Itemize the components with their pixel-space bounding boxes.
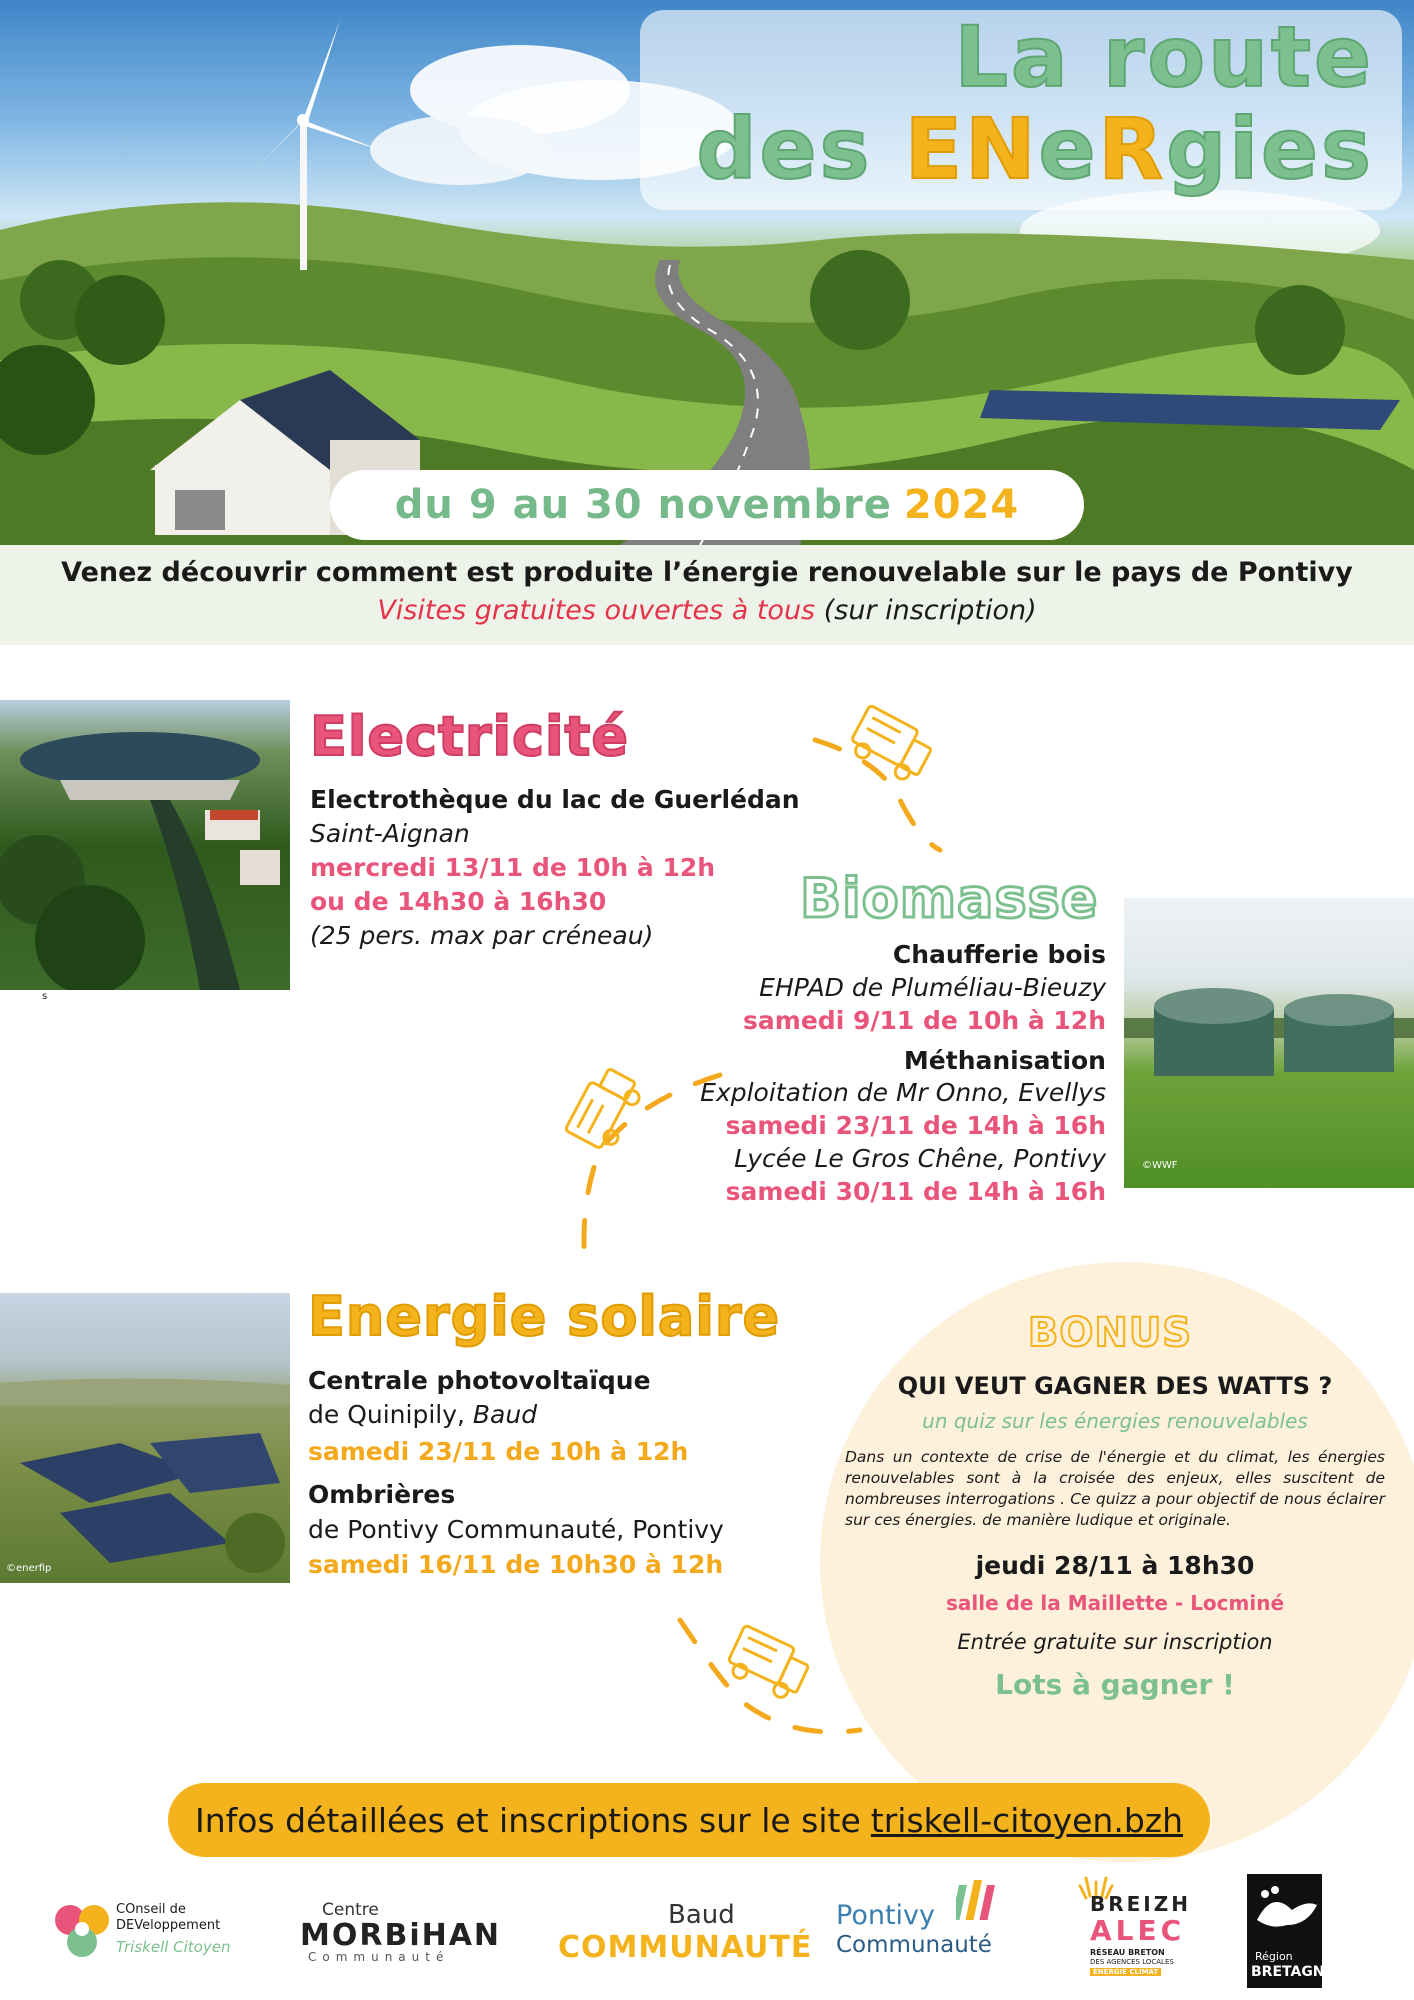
morbihan-line2: MORBiHAN bbox=[300, 1918, 502, 1953]
biomasse-place3: Lycée Le Gros Chêne, Pontivy bbox=[734, 1144, 1106, 1173]
quiz-place: salle de la Maillette - Locminé bbox=[945, 1591, 1285, 1615]
electricite-slot1: mercredi 13/11 de 10h à 12h bbox=[310, 853, 716, 882]
bonus-label: BONUS bbox=[1027, 1310, 1193, 1356]
heading-electricite: Electricité bbox=[310, 705, 629, 768]
date-year: 2024 bbox=[903, 482, 1020, 528]
baud-line2: COMMUNAUTÉ bbox=[558, 1930, 813, 1965]
info-text: Infos détaillées et inscriptions sur le site bbox=[194, 1800, 861, 1840]
alec-line5: ÉNERGIE CLIMAT bbox=[1090, 1968, 1161, 1976]
info-bar bbox=[168, 1783, 1210, 1857]
intro-headline: Venez découvrir comment est produite l’énergie renouvelable sur le pays de Pontivy bbox=[61, 557, 1353, 588]
biomasse-photo-credit: ©WWF bbox=[1142, 1160, 1178, 1171]
quiz-prizes: Lots à gagner ! bbox=[995, 1668, 1235, 1701]
codev-line2: DEVeloppement bbox=[116, 1918, 221, 1933]
solaire-site2: Ombrières bbox=[308, 1480, 456, 1509]
alec-line4: DES AGENCES LOCALES bbox=[1090, 1958, 1174, 1966]
solaire-site1: Centrale photovoltaïque bbox=[308, 1366, 651, 1395]
alec-line2: ALEC bbox=[1090, 1914, 1186, 1947]
pontivy-line1: Pontivy bbox=[836, 1900, 935, 1931]
pontivy-line2: Communauté bbox=[836, 1932, 992, 1958]
quiz-entry: Entrée gratuite sur inscription bbox=[957, 1630, 1273, 1654]
photo-methanisation bbox=[1124, 898, 1414, 1188]
electricite-town: Saint-Aignan bbox=[310, 819, 470, 848]
logo-baud-communaute bbox=[558, 1900, 813, 1965]
electricite-capacity: (25 pers. max par créneau) bbox=[310, 921, 654, 950]
codev-line3: Triskell Citoyen bbox=[116, 1938, 231, 1956]
page-title-line2: des ENeRgies bbox=[696, 100, 1374, 198]
heading-biomasse: Biomasse bbox=[800, 867, 1099, 930]
photo-dam bbox=[0, 700, 290, 990]
solaire-photo-credit: ©enerfip bbox=[6, 1563, 52, 1574]
photo-solar-farm bbox=[0, 1293, 290, 1583]
solaire-place1: de Quinipily, Baud bbox=[308, 1400, 538, 1429]
morbihan-line1: Centre bbox=[322, 1900, 379, 1920]
ermine-icon bbox=[1247, 1880, 1322, 1940]
logo-codev-triskell bbox=[48, 1896, 248, 1964]
region-line1: Région bbox=[1255, 1950, 1293, 1963]
electricite-site: Electrothèque du lac de Guerlédan bbox=[310, 785, 800, 814]
heading-energie-solaire: Energie solaire bbox=[308, 1285, 781, 1348]
biomasse-site1: Chaufferie bois bbox=[892, 940, 1106, 969]
logo-pontivy-communaute bbox=[836, 1880, 1006, 1964]
biomasse-site2: Méthanisation bbox=[903, 1046, 1106, 1075]
electricite-caption: s bbox=[42, 991, 48, 1002]
biomasse-slot1: samedi 9/11 de 10h à 12h bbox=[743, 1006, 1106, 1035]
logo-region-bretagne bbox=[1247, 1874, 1335, 1988]
region-line2: BRETAGNE bbox=[1251, 1964, 1335, 1980]
solaire-slot1: samedi 23/11 de 10h à 12h bbox=[308, 1437, 689, 1466]
page-title-line1: La route bbox=[954, 8, 1374, 106]
truck-icon bbox=[846, 705, 936, 785]
solaire-place2: de Pontivy Communauté, Pontivy bbox=[308, 1515, 724, 1544]
pontivy-bars-icon bbox=[956, 1880, 1006, 1920]
quiz-subtitle: un quiz sur les énergies renouvelables bbox=[922, 1409, 1308, 1433]
alec-line3: RÉSEAU BRETON bbox=[1090, 1948, 1165, 1957]
logo-centre-morbihan bbox=[300, 1900, 510, 1964]
codev-line1: COnseil de bbox=[116, 1902, 186, 1917]
biomasse-slot2: samedi 23/11 de 14h à 16h bbox=[725, 1111, 1106, 1140]
logo-breizh-alec bbox=[1068, 1870, 1191, 1990]
triskell-icon bbox=[48, 1896, 116, 1964]
solaire-slot2: samedi 16/11 de 10h30 à 12h bbox=[308, 1550, 724, 1579]
quiz-description: Dans un contexte de crise de l'énergie et du climat, les énergies renouvelables sont à la croisée des enjeux, elles suscitent de nombreuses interrogations . Ce quizz a pour objectif de nous éclairer sur ces énergies. de manière ludique et originale. bbox=[845, 1448, 1385, 1529]
truck-icon bbox=[565, 1064, 645, 1154]
morbihan-line3: Communauté bbox=[308, 1950, 450, 1964]
electricite-slot2: ou de 14h30 à 16h30 bbox=[310, 887, 607, 916]
biomasse-place2: Exploitation de Mr Onno, Evellys bbox=[700, 1078, 1106, 1107]
quiz-date: jeudi 28/11 à 18h30 bbox=[975, 1551, 1255, 1580]
truck-icon bbox=[723, 1625, 813, 1703]
intro-subline: Visites gratuites ouvertes à tous (sur inscription) bbox=[377, 595, 1037, 626]
biomasse-place1: EHPAD de Pluméliau-Bieuzy bbox=[759, 973, 1106, 1002]
biomasse-slot3: samedi 30/11 de 14h à 16h bbox=[725, 1177, 1106, 1206]
alec-line1: BREIZH bbox=[1090, 1892, 1191, 1916]
quiz-question: QUI VEUT GAGNER DES WATTS ? bbox=[897, 1372, 1333, 1400]
baud-line1: Baud bbox=[668, 1900, 735, 1930]
website-link[interactable]: triskell-citoyen.bzh bbox=[870, 1800, 1184, 1840]
date-range-text: du 9 au 30 novembre bbox=[394, 482, 892, 528]
